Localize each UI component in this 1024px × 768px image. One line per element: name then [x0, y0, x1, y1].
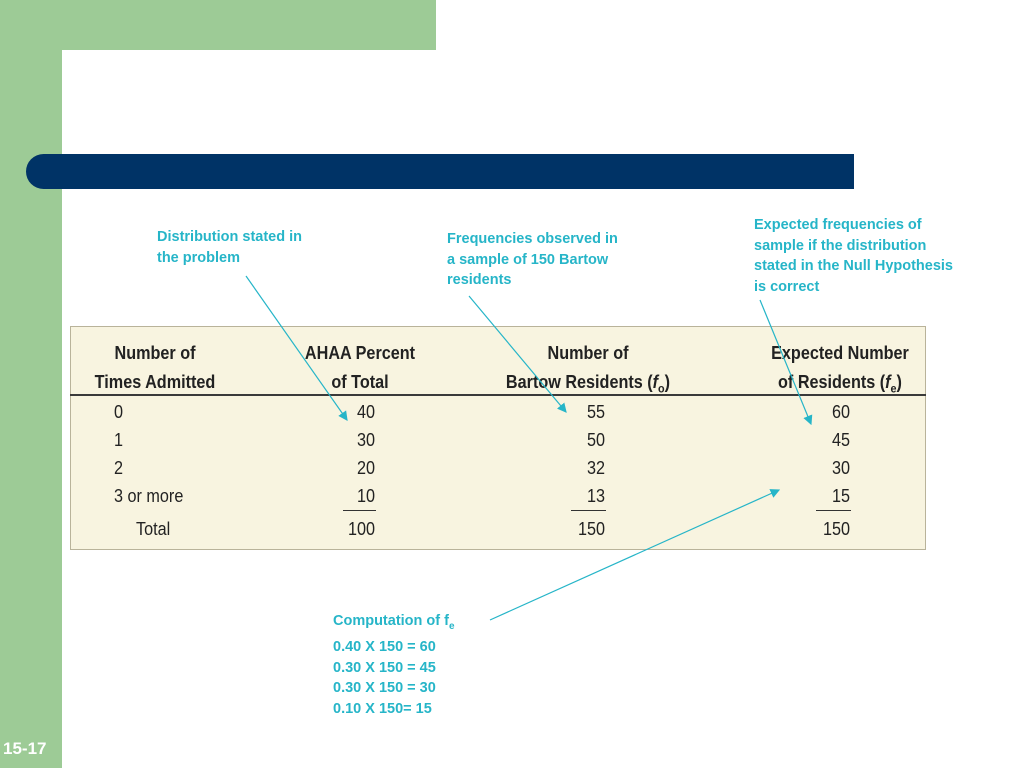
- header-line: Expected Number: [771, 343, 909, 363]
- cell-expected: 15: [831, 486, 850, 506]
- cell-percent: 30: [356, 430, 375, 450]
- cell-percent: 40: [356, 402, 375, 422]
- note-line: the problem: [157, 249, 240, 266]
- header-var: f: [885, 372, 891, 392]
- cell-total-observed: 150: [577, 519, 605, 539]
- slide-number: 15-17: [3, 739, 47, 758]
- header-close: ): [664, 372, 671, 392]
- header-text: of Residents (: [778, 372, 886, 392]
- note-line: Expected frequencies of: [754, 217, 922, 233]
- arrow-computation: [490, 490, 779, 620]
- cell-expected: 30: [831, 458, 850, 478]
- header-line: AHAA Percent: [304, 343, 416, 363]
- header-close: ): [896, 372, 902, 392]
- header-sub: e: [890, 381, 897, 396]
- cell-times: 3 or more: [114, 486, 184, 506]
- note-line: Frequencies observed in: [447, 231, 618, 247]
- cell-observed: 13: [586, 486, 605, 506]
- note-line: is correct: [754, 278, 820, 295]
- note-line: stated in the Null Hypothesis: [754, 258, 953, 274]
- header-sub: o: [658, 381, 665, 396]
- computation-line: 0.10 X 150= 15: [333, 700, 432, 717]
- cell-observed: 50: [586, 430, 605, 450]
- cell-percent: 10: [356, 486, 375, 506]
- cell-total-expected: 150: [822, 519, 850, 539]
- cell-observed: 55: [586, 402, 605, 422]
- computation-line: 0.30 X 150 = 45: [333, 659, 436, 676]
- header-line: Number of: [114, 343, 196, 363]
- note-line: residents: [447, 272, 512, 288]
- cell-percent: 20: [356, 458, 375, 478]
- computation-title-text: Computation of f: [333, 613, 449, 629]
- cell-expected: 60: [831, 402, 850, 422]
- note-line: Distribution stated in: [157, 229, 302, 245]
- header-line: Times Admitted: [94, 372, 216, 392]
- arrow-observed: [469, 296, 566, 412]
- cell-times: 1: [114, 430, 124, 450]
- arrow-expected: [760, 300, 811, 424]
- cell-times: 0: [114, 402, 124, 422]
- header-line: of Total: [331, 372, 389, 392]
- cell-expected: 45: [831, 430, 850, 450]
- arrow-distribution: [246, 276, 347, 420]
- computation-title-sub: e: [448, 620, 455, 632]
- note-line: a sample of 150 Bartow: [447, 251, 609, 268]
- computation-line: 0.40 X 150 = 60: [333, 639, 436, 656]
- cell-total-label: Total: [136, 519, 171, 539]
- header-line: Number of: [547, 343, 629, 363]
- cell-times: 2: [114, 458, 124, 478]
- cell-total-percent: 100: [347, 519, 375, 539]
- note-line: sample if the distribution: [754, 237, 927, 254]
- cell-observed: 32: [586, 458, 605, 478]
- header-var: f: [652, 372, 659, 392]
- computation-line: 0.30 X 150 = 30: [333, 680, 436, 697]
- header-text: Bartow Residents (: [505, 372, 653, 392]
